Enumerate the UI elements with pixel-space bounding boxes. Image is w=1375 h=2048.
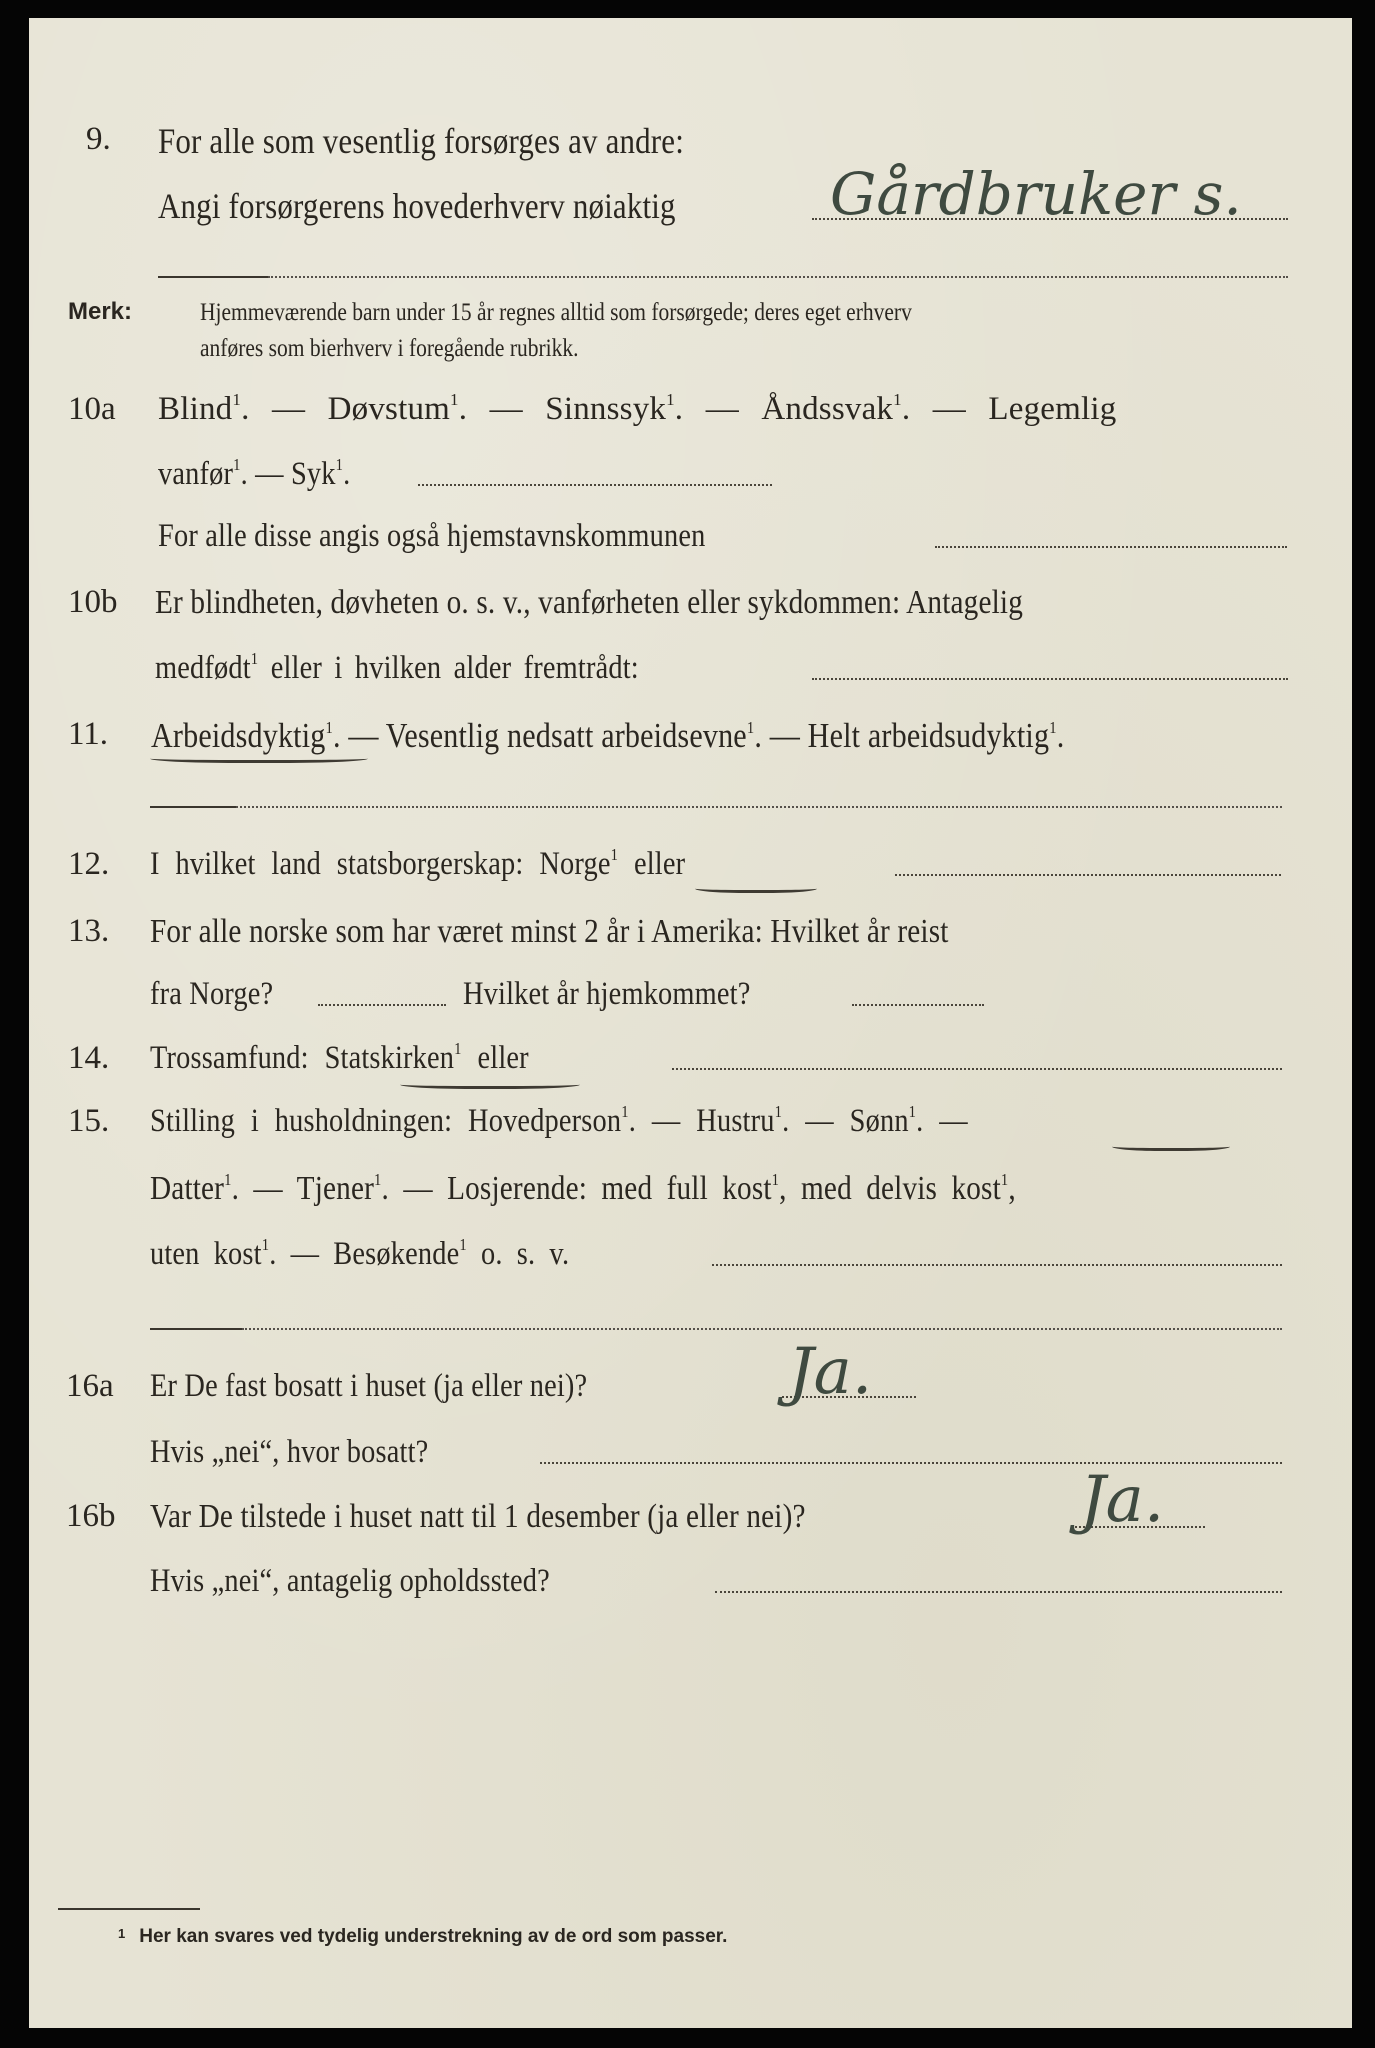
q13-line1: For alle norske som har været minst 2 år i Amerika: Hvilket år reist <box>150 913 949 950</box>
q16a-line1: Er De fast bosatt i huset (ja eller nei)? <box>150 1368 588 1404</box>
q15-line1: Stilling i husholdningen: Hovedperson$^1$. — Hustru$^1$. — Sønn$^1$. — <box>150 1102 968 1139</box>
q10a-line3: For alle disse angis også hjemstavnskommunen <box>158 518 706 554</box>
option-blind[interactable]: Blind <box>158 391 233 427</box>
q10a-line1: Blind$^1$. — Døvstum$^1$. — Sinnssyk$^1$. — Åndssvak$^1$. — Legemlig <box>158 390 1117 427</box>
q13-number: 13. <box>68 913 110 949</box>
option-andssvak[interactable]: . — Åndssvak <box>674 391 894 427</box>
q12-number: 12. <box>68 846 110 882</box>
q14-line: Trossamfund: Statskirken$^1$ eller <box>150 1039 529 1076</box>
option-hustru[interactable]: . — Hustru <box>628 1103 775 1139</box>
option-legemlig[interactable]: . — Legemlig <box>901 391 1117 427</box>
q9-line1: For alle som vesentlig forsørges av andre: <box>158 121 684 161</box>
q16b-line2: Hvis „nei“, antagelig opholdssted? <box>150 1563 550 1599</box>
q16a-handwritten-answer: Ja. <box>788 1335 873 1409</box>
option-sonn-selected[interactable]: Sønn <box>849 1103 909 1139</box>
option-dovstum[interactable]: . — Døvstum <box>241 391 451 427</box>
q16b-handwritten-answer: Ja. <box>1080 1463 1165 1537</box>
q9-number: 9. <box>86 121 111 157</box>
q10a-syk-field[interactable] <box>418 484 772 486</box>
q16a-number: 16a <box>66 1368 114 1404</box>
q13-line2b: Hvilket år hjemkommet? <box>463 976 751 1012</box>
q16a-bosatt-field[interactable] <box>540 1462 1282 1464</box>
option-besokende[interactable]: . — Besøkende <box>269 1236 460 1272</box>
q12-handwritten-underline <box>695 882 817 893</box>
q14-answer-field[interactable] <box>672 1068 1282 1070</box>
merk-line1: Hjemmeværende barn under 15 år regnes alltid som forsørgede; deres eget erhverv <box>200 299 912 326</box>
footnote-text: Her kan svares ved tydelig understrekning av de ord som passer. <box>139 1926 728 1947</box>
merk-label: Merk: <box>68 298 133 325</box>
merk-line2: anføres som bierhverv i foregående rubrikk. <box>200 335 579 362</box>
option-arbeidsudyktig[interactable]: . — Helt arbeidsudyktig <box>754 716 1050 755</box>
q16b-line1: Var De tilstede i huset natt til 1 desember (ja eller nei)? <box>150 1498 806 1535</box>
q13-reist-field[interactable] <box>318 1004 446 1006</box>
q12-line: I hvilket land statsborgerskap: Norge$^1$ eller <box>150 845 686 882</box>
option-vanfor[interactable]: vanfør <box>158 456 234 492</box>
q11-handwritten-underline <box>150 752 368 763</box>
option-full-kost[interactable]: . — Losjerende: med full kost <box>381 1170 772 1207</box>
q16a-line2: Hvis „nei“, hvor bosatt? <box>150 1434 429 1470</box>
q13-line2a: fra Norge? <box>150 976 274 1012</box>
option-hovedperson[interactable]: Stilling i husholdningen: Hovedperson <box>150 1103 622 1139</box>
q10b-line1: Er blindheten, døvheten o. s. v., vanførheten eller sykdommen: Antagelig <box>155 584 1023 621</box>
divider-solid <box>158 276 268 278</box>
divider-dotted <box>268 276 1288 278</box>
q15-line3: uten kost$^1$. — Besøkende$^1$ o. s. v. <box>150 1235 570 1272</box>
q16b-opholdssted-field[interactable] <box>715 1591 1282 1593</box>
option-uten-kost[interactable]: uten kost <box>150 1236 262 1272</box>
q10b-answer-field[interactable] <box>812 678 1288 680</box>
q10a-line2: vanfør$^1$. — Syk$^1$. <box>158 455 351 492</box>
option-datter[interactable]: Datter <box>150 1170 225 1207</box>
q11-line: Arbeidsdyktig$^1$. — Vesentlig nedsatt arbeidsevne$^1$. — Helt arbeidsudyktig$^1$. <box>151 716 1065 755</box>
q10a-number: 10a <box>68 391 116 427</box>
q14-handwritten-underline <box>400 1078 580 1089</box>
q15-answer-field[interactable] <box>712 1264 1282 1266</box>
q10a-hjemstavn-field[interactable] <box>935 546 1287 548</box>
footnote-rule <box>58 1908 200 1910</box>
q11-divider-dotted <box>236 806 1282 808</box>
q16b-number: 16b <box>66 1498 116 1534</box>
option-arbeidsdyktig-selected[interactable]: Arbeidsdyktig <box>151 716 326 755</box>
q11-number: 11. <box>68 716 109 752</box>
q9-line2: Angi forsørgerens hovederhverv nøiaktig <box>158 186 676 226</box>
option-statskirken-selected[interactable]: Statskirken <box>324 1040 455 1076</box>
option-syk[interactable]: . — Syk <box>240 456 336 492</box>
option-norge-selected[interactable]: Norge <box>539 846 611 882</box>
q15-handwritten-underline <box>1112 1140 1230 1151</box>
q11-divider-solid <box>150 806 236 808</box>
option-delvis-kost[interactable]: , med delvis kost <box>779 1170 1001 1207</box>
q10b-number: 10b <box>68 584 118 620</box>
q14-number: 14. <box>68 1040 110 1076</box>
q15-line2: Datter$^1$. — Tjener$^1$. — Losjerende: med full kost$^1$, med delvis kost$^1$, <box>150 1170 1016 1207</box>
option-tjener[interactable]: . — Tjener <box>231 1170 375 1207</box>
q10b-line2: medfødt$^1$ eller i hvilken alder fremtrådt: <box>155 649 639 686</box>
q15-divider-dotted <box>242 1328 1282 1330</box>
q13-hjemkommet-field[interactable] <box>852 1004 984 1006</box>
q15-number: 15. <box>68 1103 110 1139</box>
option-sinnssyk[interactable]: . — Sinnssyk <box>458 391 667 427</box>
footnote: $^1$ Her kan svares ved tydelig understrekning av de ord som passer. <box>118 1926 728 1947</box>
q9-handwritten-answer: Gårdbruker s. <box>830 160 1242 228</box>
q15-divider-solid <box>150 1328 242 1330</box>
option-nedsatt-arbeidsevne[interactable]: . — Vesentlig nedsatt arbeidsevne <box>332 716 747 755</box>
q12-answer-field[interactable] <box>895 874 1281 876</box>
